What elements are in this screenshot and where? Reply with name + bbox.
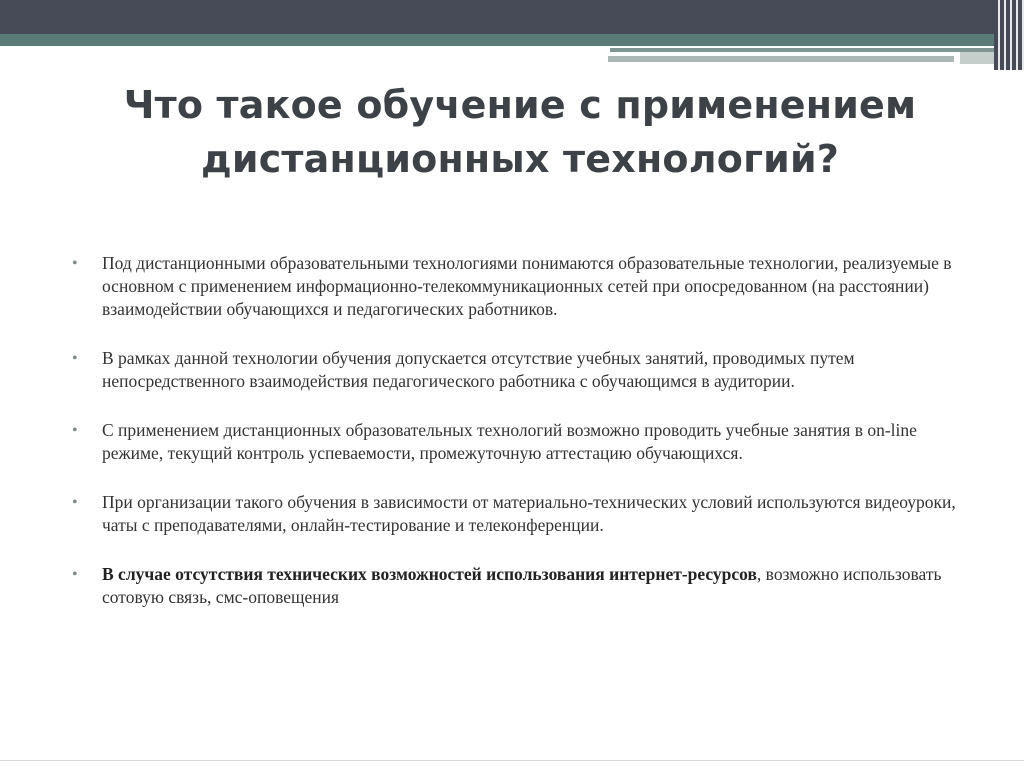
bullet-icon: • [72, 350, 78, 367]
bullet-item [72, 563, 972, 609]
slide-title: Что такое обучение с применением дистанционных технологий? [123, 83, 917, 181]
header-accent-stripe [610, 48, 1004, 52]
bullet-item [72, 347, 972, 393]
bullet-list [72, 252, 972, 635]
header-corner-decoration [994, 0, 1024, 70]
bullet-item [72, 419, 972, 465]
bullet-icon: • [72, 566, 78, 583]
header-accent-stripe-light [608, 56, 954, 62]
bullet-text: При организации такого обучения в зависимости от материально-технических условий используются видеоуроки, чаты с преподавателями, онлайн-тестирование и телеконференции. [102, 492, 956, 535]
bullet-text: , возможно использовать сотовую связь, смс-оповещения [102, 564, 942, 607]
bullet-item [72, 252, 972, 321]
bullet-text: В рамках данной технологии обучения допускается отсутствие учебных занятий, проводимых путем непосредственного взаимодействия педагогического работника с обучающимся в аудитории. [102, 348, 855, 391]
header-accent-line [0, 34, 1004, 46]
bullet-icon: • [72, 494, 78, 511]
bullet-bold-text: В случае отсутствия технических возможностей использования интернет-ресурсов [102, 564, 757, 584]
footer-divider [0, 760, 1024, 761]
header-bar [0, 0, 1024, 34]
bullet-text: Под дистанционными образовательными технологиями понимаются образовательные технологии, реализуемые в основном с применением информационно-телекоммуникационных сетей при опосредованном (на расстоянии) взаимодействии обучающихся и педагогических работников. [102, 253, 952, 319]
bullet-item [72, 491, 972, 537]
bullet-icon: • [72, 255, 78, 272]
bullet-icon: • [72, 422, 78, 439]
bullet-text: С применением дистанционных образовательных технологий возможно проводить учебные занятия в on-line режиме, текущий контроль успеваемости, промежуточную аттестацию обучающихся. [102, 420, 917, 463]
